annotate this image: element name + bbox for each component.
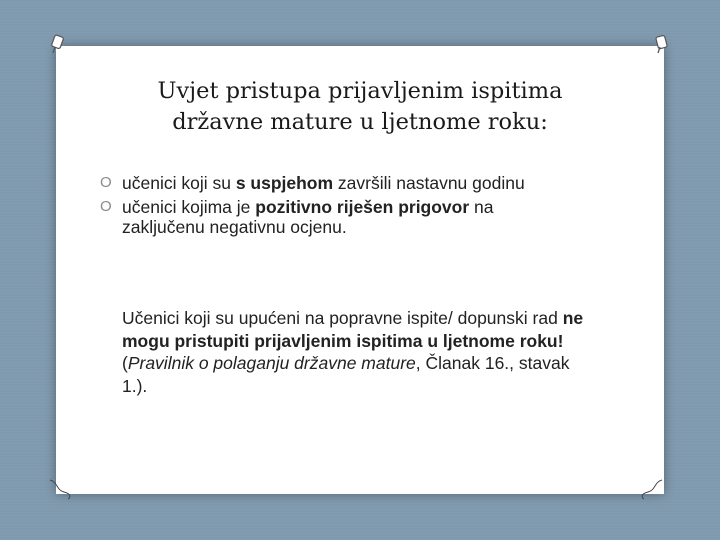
bullet-bold-text: pozitivno riješen prigovor [255, 196, 470, 217]
notice-paragraph [122, 307, 592, 397]
slide-title-line-1: Uvjet pristupa prijavljenim ispitima [157, 78, 563, 104]
citation-title: Pravilnik o polaganju državne mature [127, 353, 416, 373]
bullet-marker: O [100, 197, 112, 215]
slide-title [100, 76, 620, 138]
corner-doodle-icon [640, 476, 664, 500]
bullet-text: završili nastavnu godinu [333, 173, 525, 193]
bullet-bold-text: s uspjehom [235, 173, 334, 193]
pin-icon [654, 34, 670, 54]
bullet-list [100, 173, 580, 241]
bullet-text: na zaključenu negativnu ocjenu. [122, 196, 494, 237]
bullet-marker: O [100, 174, 112, 191]
citation-open: ( [122, 353, 128, 373]
slide-title-line-2: državne mature u ljetnome roku: [172, 109, 548, 135]
notice-bold-text: ne mogu pristupiti prijavljenim ispitima u ljetnome roku! [122, 308, 584, 351]
notice-text: Učenici koji su upućeni na popravne ispite/ dopunski rad [122, 308, 563, 328]
bullet-text: učenici koji su [122, 173, 236, 193]
pin-icon [50, 34, 66, 54]
bullet-item [100, 197, 580, 238]
bullet-item [100, 173, 580, 194]
citation-rest: , Članak 16., stavak 1.). [122, 353, 570, 396]
bullet-text: učenici kojima je [122, 196, 256, 217]
corner-doodle-icon [48, 476, 72, 500]
